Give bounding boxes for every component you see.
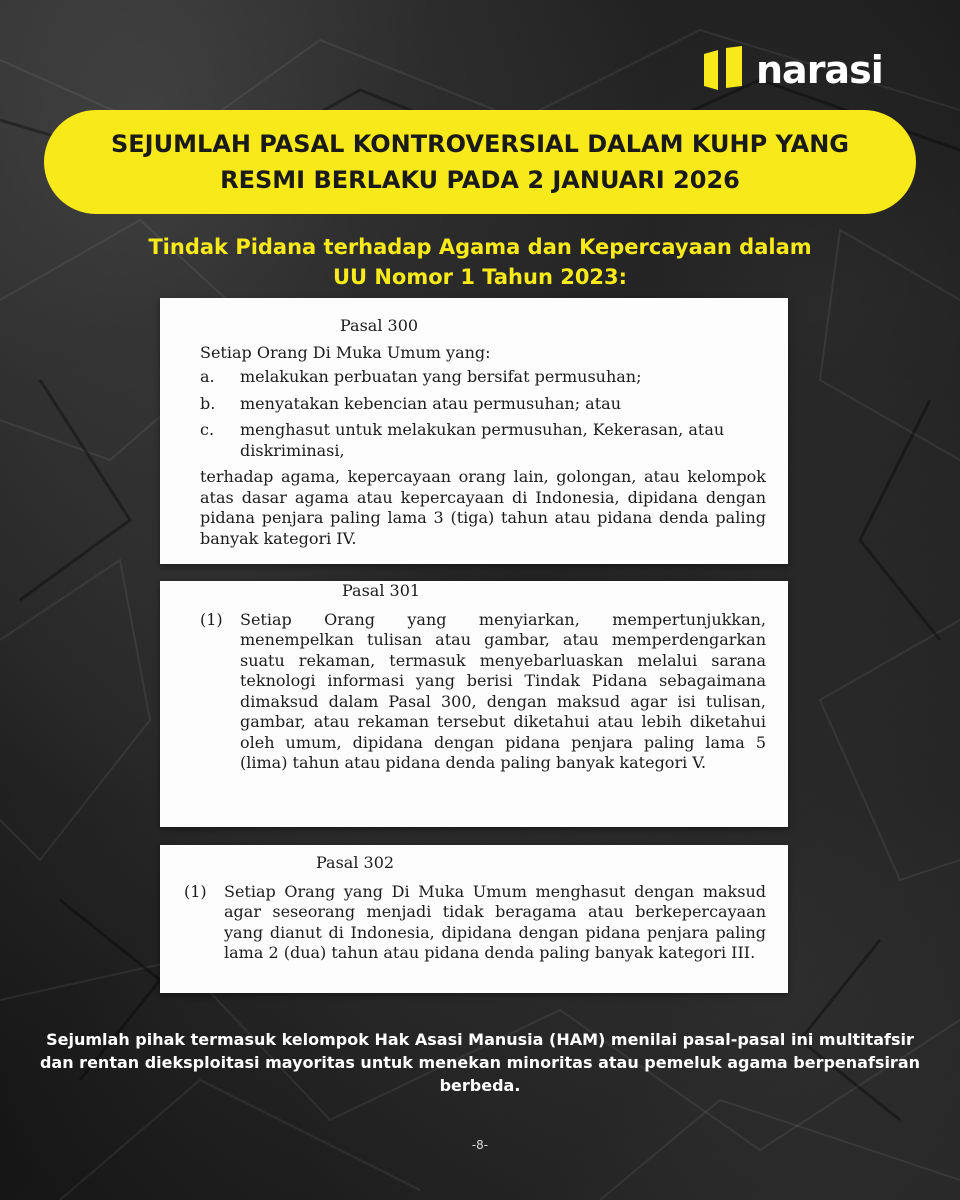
subtitle: Tindak Pidana terhadap Agama dan Kepercayaan dalam UU Nomor 1 Tahun 2023: [148, 235, 812, 289]
paragraph-marker: (1) [184, 881, 207, 901]
item-marker: c. [200, 420, 215, 439]
pasal-300-item [200, 420, 766, 461]
paragraph-text: Setiap Orang yang menyiarkan, mempertunjukkan, menempelkan tulisan atau gambar, atau memperdengarkan suatu rekaman, termasuk menyebarluaskan melalui sarana teknologi informasi yang berisi Tindak Pidana sebagaimana dimaksud dalam Pasal 300, dengan maksud agar isi tulisan, gambar, atau rekaman tersebut diketahui atau lebih diketahui oleh umum, dipidana dengan pidana penjara paling lama 5 (lima) tahun atau pidana denda paling banyak kategori V. [240, 609, 766, 772]
narasi-logo-text: narasi [756, 48, 883, 92]
narasi-logo-mark [702, 46, 748, 94]
page-number: -8- [471, 1138, 489, 1152]
pasal-301-excerpt [160, 581, 788, 827]
item-marker: b. [200, 393, 216, 413]
pasal-300-title: Pasal 300 [340, 316, 419, 335]
paragraph-text: Setiap Orang yang Di Muka Umum menghasut dengan maksud agar seseorang menjadi tidak beragama atau berkepercayaan yang dianut di Indonesia, dipidana dengan pidana penjara paling lama 2 (dua) tahun atau pidana denda paling banyak kategori III. [224, 881, 766, 962]
pasal-300-item [200, 367, 766, 388]
paragraph-marker: (1) [200, 609, 223, 629]
caption: Sejumlah pihak termasuk kelompok Hak Asasi Manusia (HAM) menilai pasal-pasal ini multitafsir dan rentan dieksploitasi mayoritas untuk menekan minoritas atau pemeluk agama berpenafsiran berbeda. [39, 1030, 921, 1095]
item-text: menyatakan kebencian atau permusuhan; atau [240, 393, 621, 413]
item-marker: a. [200, 367, 215, 386]
pasal-300-excerpt [160, 298, 788, 564]
pasal-302-paragraph [184, 882, 766, 964]
pasal-301-title: Pasal 301 [342, 581, 421, 600]
item-text: menghasut untuk melakukan permusuhan, Kekerasan, atau diskriminasi, [240, 420, 725, 460]
headline-banner [44, 110, 916, 214]
pasal-301-paragraph [200, 610, 766, 774]
pasal-300-items [200, 367, 766, 461]
pasal-302-excerpt [160, 845, 788, 993]
pasal-300-item [200, 394, 766, 415]
item-text: melakukan perbuatan yang bersifat permusuhan; [240, 367, 642, 386]
pasal-302-title: Pasal 302 [316, 853, 395, 872]
pasal-300-lead: Setiap Orang Di Muka Umum yang: [200, 342, 491, 362]
narasi-logo [702, 40, 883, 100]
headline: SEJUMLAH PASAL KONTROVERSIAL DALAM KUHP YANG RESMI BERLAKU PADA 2 JANUARI 2026 [111, 130, 849, 194]
pasal-300-sanction: terhadap agama, kepercayaan orang lain, golongan, atau kelompok atas dasar agama atau kepercayaan di Indonesia, dipidana dengan pidana penjara paling lama 3 (tiga) tahun atau pidana denda paling banyak kategori IV. [200, 467, 766, 548]
